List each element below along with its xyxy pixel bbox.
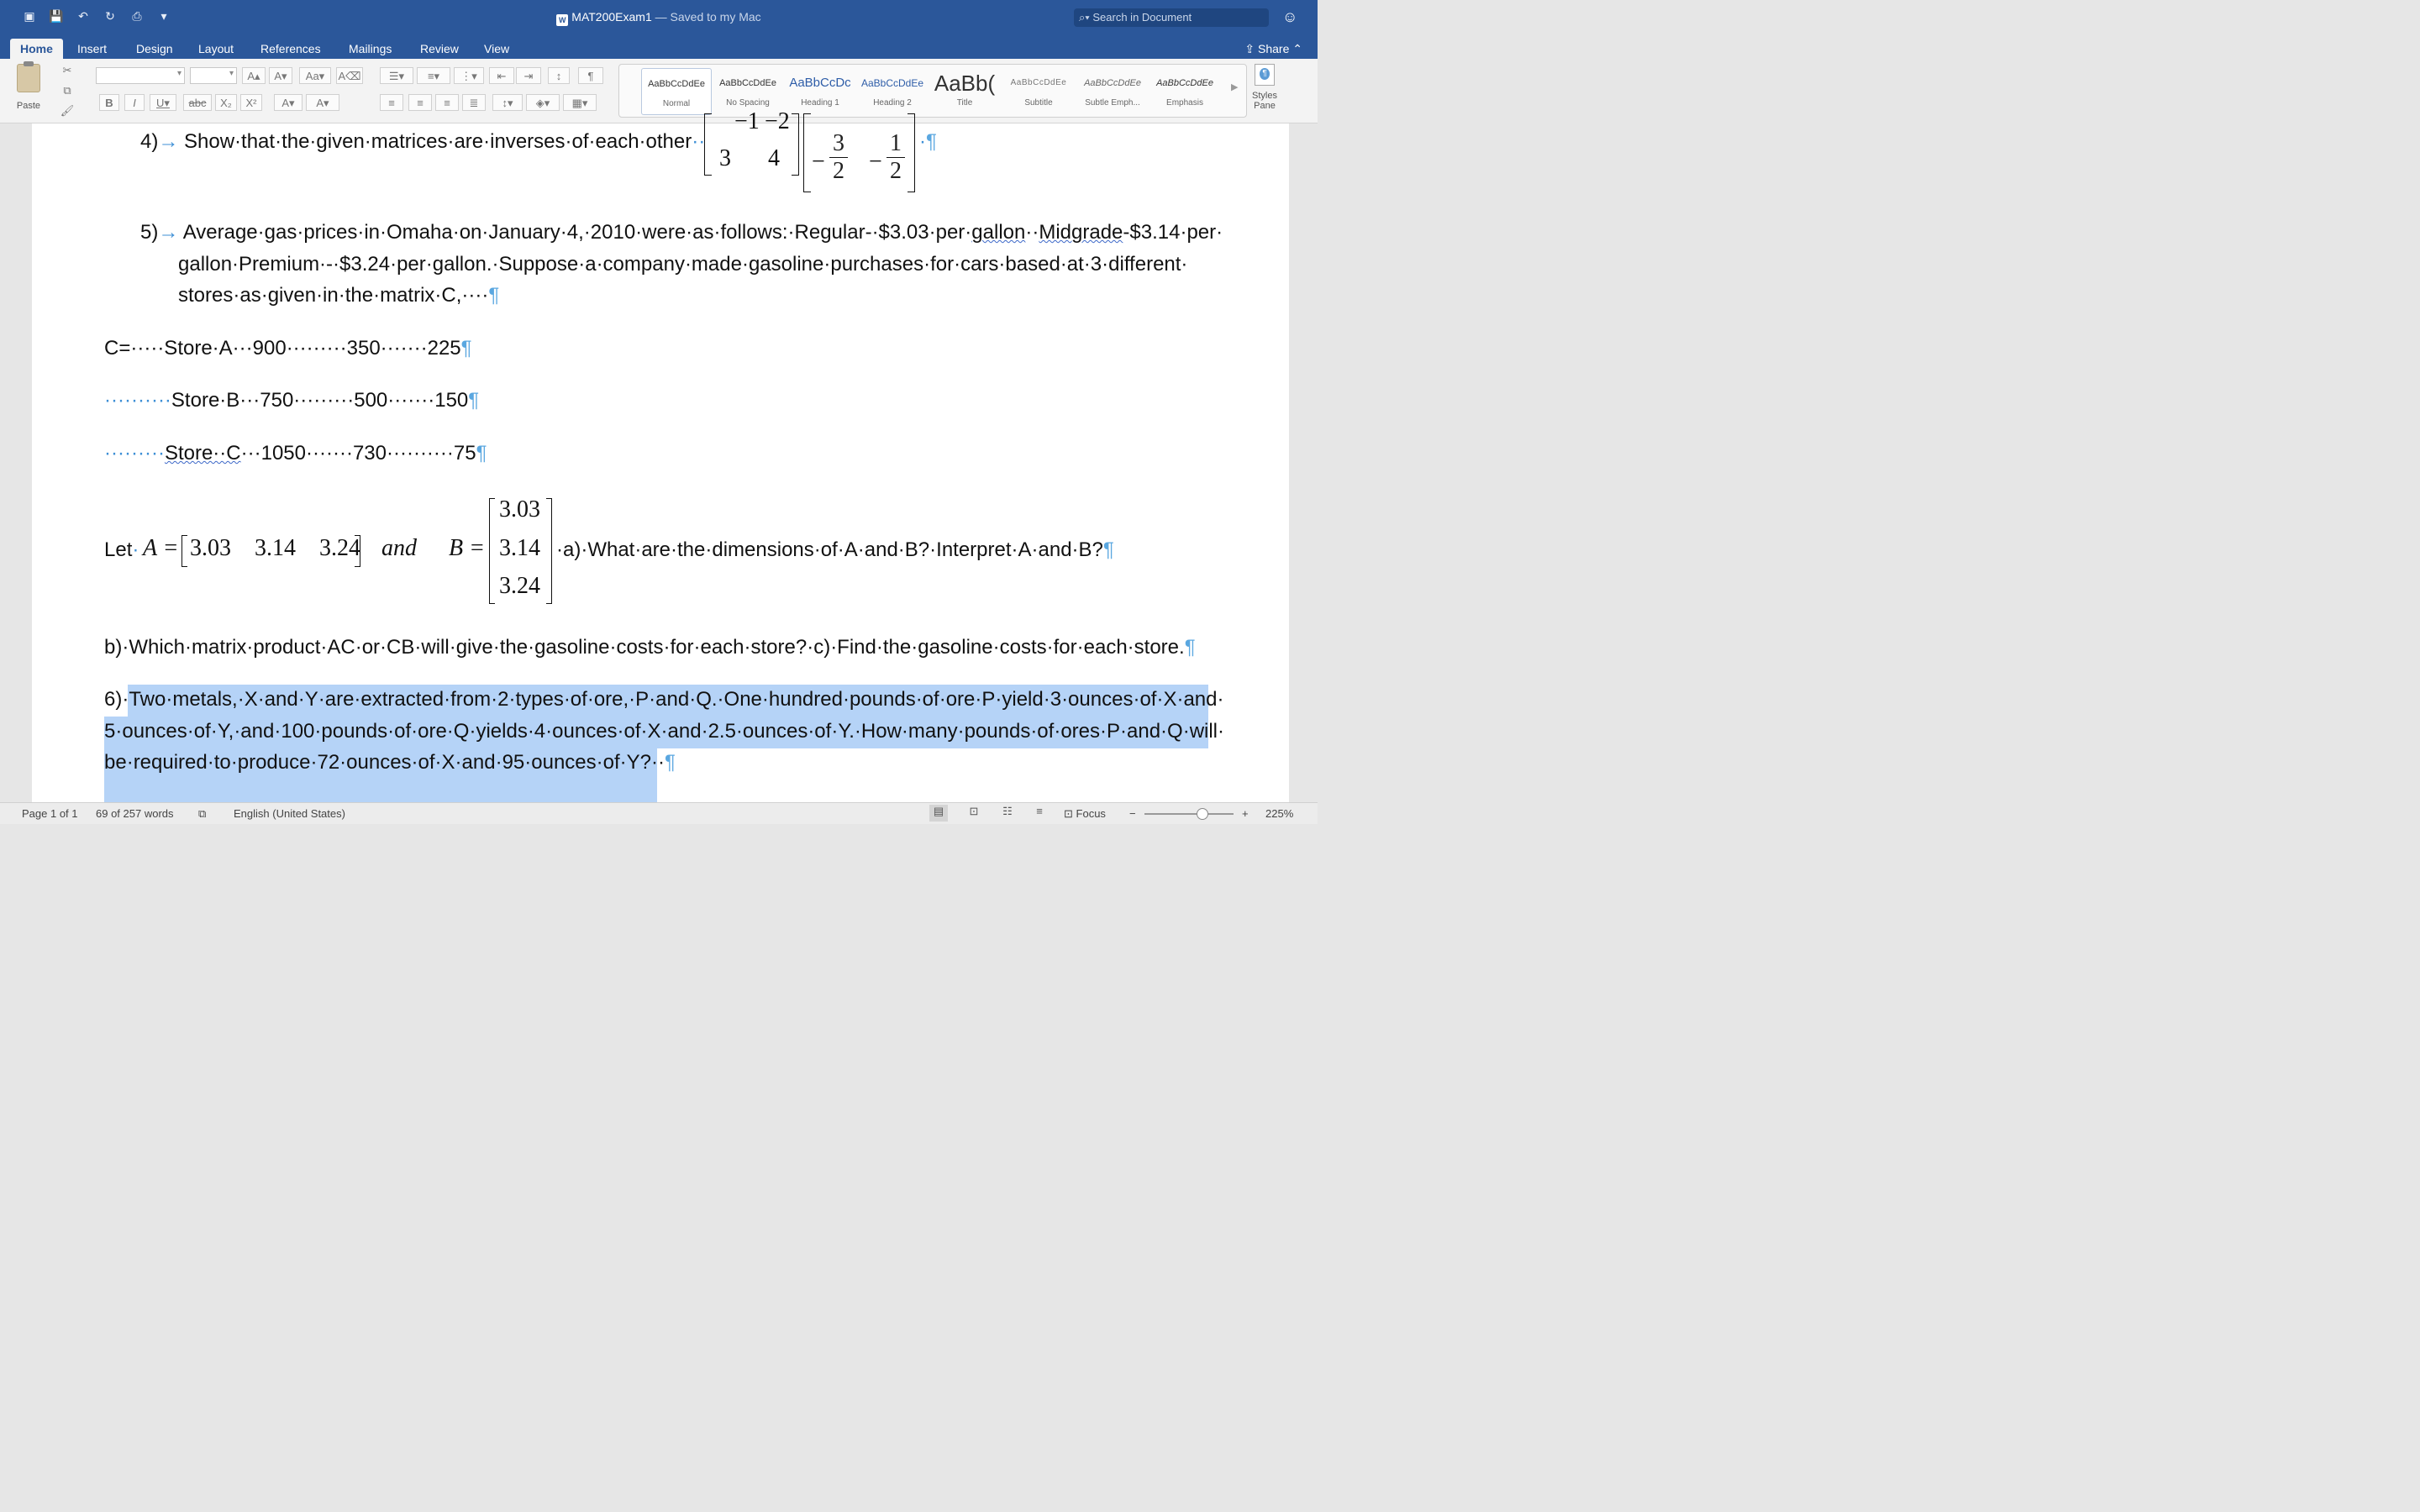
sort-icon[interactable]: ↕ — [548, 67, 570, 84]
pilcrow: ¶ — [468, 389, 480, 412]
matrix-c-row-2 — [104, 389, 479, 412]
style-name: No Spacing — [726, 98, 770, 108]
q5-line-2: gallon·Premium·-·$3.24·per·gallon.·Suppose·a·company·made·gasoline·purchases·for·cars·based·at·3·different· — [178, 253, 1188, 276]
increase-indent-icon[interactable]: ⇥ — [516, 67, 541, 84]
tab-review[interactable]: Review — [420, 42, 459, 55]
change-case-icon[interactable]: Aa▾ — [299, 67, 331, 84]
saved-status: — Saved to my Mac — [655, 10, 761, 24]
q5-line-3 — [178, 284, 499, 307]
matrix-b-cell: 3.14 — [499, 535, 540, 561]
font-color-button[interactable]: A▾ — [306, 94, 339, 111]
style-preview: AaBbCcDdEe — [860, 77, 924, 89]
line-spacing-icon[interactable]: ↕▾ — [492, 94, 523, 111]
redo-icon[interactable]: ↻ — [105, 8, 115, 23]
style-preview: AaBbCcDdEe — [1010, 78, 1067, 87]
q6-line-3 — [104, 751, 676, 774]
zoom-out-icon[interactable]: − — [1129, 807, 1136, 820]
style-heading-1[interactable] — [786, 68, 855, 113]
matrix-c-row-3 — [104, 442, 487, 465]
zoom-slider-handle[interactable] — [1197, 808, 1208, 820]
bullets-icon[interactable]: ☰▾ — [380, 67, 413, 84]
denominator: 2 — [833, 158, 844, 184]
styles-pane-icon — [1255, 64, 1275, 86]
style-emphasis[interactable] — [1150, 68, 1219, 113]
part-a-text: ·a)·What·are·the·dimensions·of·A·and·B?·Interpret·A·and·B? — [556, 538, 1103, 561]
pilcrow: ¶ — [460, 337, 472, 360]
word-count[interactable]: 69 of 257 words — [96, 807, 174, 820]
numerator: 3 — [833, 130, 844, 156]
save-icon[interactable]: 💾 — [49, 8, 64, 23]
style-title[interactable] — [930, 68, 999, 113]
align-center-icon[interactable]: ≡ — [408, 94, 432, 111]
matrix2-fraction — [884, 130, 908, 185]
doc-name: MAT200Exam1 — [571, 10, 652, 24]
style-preview: AaBbCcDdEe — [1084, 78, 1141, 88]
font-family-select[interactable] — [96, 67, 185, 84]
matrix1-cell: −1 — [734, 108, 760, 134]
pilcrow: ¶ — [926, 130, 937, 153]
q5-number: 5) — [140, 221, 159, 244]
style-subtle-emphasis[interactable] — [1078, 68, 1147, 113]
styles-pane-button[interactable] — [1249, 64, 1281, 111]
pilcrow: ¶ — [665, 751, 676, 774]
title-bar — [0, 0, 1318, 35]
q5-text: stores·as·given·in·the·matrix·C,···· — [178, 284, 489, 307]
search-input[interactable] — [1074, 8, 1269, 27]
row-leader: ········· — [104, 442, 165, 465]
focus-label: Focus — [1076, 807, 1106, 820]
cut-icon[interactable]: ✂ — [62, 64, 72, 76]
style-name: Subtitle — [1024, 98, 1053, 108]
matrix-b-right-bracket — [546, 498, 552, 604]
row-text-flagged: Store··C — [164, 442, 241, 465]
page-count[interactable]: Page 1 of 1 — [22, 807, 78, 820]
pilcrow: ¶ — [488, 284, 500, 307]
q5-text-flagged: Midgrade — [1039, 221, 1123, 244]
tab-home[interactable]: Home — [10, 39, 63, 59]
matrix2-minus: − — [812, 149, 825, 175]
language-indicator[interactable]: English (United States) — [234, 807, 345, 820]
q5-text: Average·gas·prices·in·Omaha·on·January·4,·2010·were·as·follows:·Regular-·$3.03·per· — [182, 221, 972, 244]
style-preview: AaBbCcDc — [789, 76, 851, 90]
format-painter-icon[interactable]: 🖌 — [60, 104, 75, 117]
matrix-c-row-1 — [104, 337, 472, 360]
style-name: Heading 2 — [873, 98, 912, 108]
print-icon[interactable]: ⎙ — [132, 8, 142, 23]
part-bc-text: b)·Which·matrix·product·AC·or·CB·will·give·the·gasoline·costs·for·each·store?·c)·Find·the·gasoline·costs·for·each·store. — [104, 636, 1185, 659]
tab-design[interactable]: Design — [136, 42, 173, 55]
zoom-in-icon[interactable]: + — [1242, 807, 1249, 820]
q6-line-2: 5·ounces·of·Y,·and·100·pounds·of·ore·Q·yields·4·ounces·of·X·and·2.5·ounces·of·Y.·How·many·pounds·of·ores·P·and·Q·will· — [104, 720, 1225, 743]
matrix-a-values: 3.03 3.14 3.24 — [190, 535, 360, 561]
search-placeholder: Search in Document — [1092, 11, 1192, 24]
clipboard-icon — [17, 64, 40, 92]
matrix-a-left-bracket — [182, 535, 187, 567]
status-bar — [0, 802, 1318, 824]
q6-text: be·required·to·produce·72·ounces·of·X·and·95·ounces·of·Y?·· — [104, 751, 665, 774]
part-a-question — [556, 538, 1114, 562]
underline-button[interactable]: U▾ — [150, 94, 176, 111]
style-name: Emphasis — [1166, 98, 1203, 108]
tab-references[interactable]: References — [260, 42, 321, 55]
ribbon-home — [0, 59, 1318, 123]
matrix-a-right-bracket — [355, 535, 360, 567]
paste-button[interactable] — [10, 64, 47, 111]
tab-arrow: → — [158, 221, 179, 244]
pilcrow: ¶ — [1184, 636, 1196, 659]
zoom-slider[interactable] — [1144, 813, 1234, 815]
style-preview: AaBbCcDdEe — [719, 78, 776, 88]
let-word: Let — [104, 538, 133, 561]
superscript-button[interactable]: X² — [240, 94, 262, 111]
focus-icon: ⊡ — [1064, 807, 1073, 820]
grow-font-icon[interactable]: A▴ — [242, 67, 266, 84]
styles-pane-label-2: Pane — [1254, 101, 1276, 111]
align-left-icon[interactable]: ≡ — [380, 94, 403, 111]
part-bc-question — [104, 636, 1196, 659]
q6-text: ·Two·metals,·X·and·Y·are·extracted·from·2·types·of·ore,·P·and·Q.·One·hundred·pounds·of·ore·P·yield·3·ounces·of·X·and· — [122, 688, 1224, 711]
styles-gallery — [618, 64, 1247, 118]
matrix-b-label: B = — [449, 535, 485, 561]
word-doc-icon: W — [556, 14, 568, 26]
undo-icon[interactable]: ↶ — [78, 8, 88, 23]
let-label: Let· — [104, 538, 139, 561]
italic-button[interactable]: I — [124, 94, 145, 111]
style-preview: AaBbCcDdEe — [648, 79, 705, 89]
subscript-button[interactable]: X₂ — [215, 94, 237, 111]
matrix1-cell: 3 — [719, 145, 731, 171]
matrix1-cell: 4 — [768, 145, 780, 171]
shading-icon[interactable]: ◈▾ — [526, 94, 560, 111]
denominator: 2 — [890, 158, 902, 184]
collapse-ribbon-icon[interactable]: ⌃ — [1292, 42, 1302, 55]
show-formatting-marks-icon[interactable]: ¶ — [578, 67, 603, 84]
q5-text-flagged: gallon — [971, 221, 1026, 244]
tab-arrow: → — [158, 130, 179, 153]
style-name: Subtle Emph... — [1085, 98, 1140, 108]
style-preview: AaBb( — [934, 71, 996, 96]
decrease-indent-icon[interactable]: ⇤ — [489, 67, 514, 84]
styles-pane-label: Styles — [1252, 91, 1277, 101]
matrix-a-label: A = — [143, 535, 179, 561]
style-normal[interactable] — [641, 68, 712, 115]
pilcrow: ¶ — [476, 442, 487, 465]
document-page[interactable] — [32, 108, 1289, 802]
matrix-b-left-bracket — [489, 498, 495, 604]
style-name: Heading 1 — [801, 98, 839, 108]
row-text: Store·B···750·········500·······150 — [171, 389, 469, 412]
customize-toolbar-icon[interactable]: ▾ — [160, 8, 167, 23]
matrix-b-cell: 3.03 — [499, 496, 540, 522]
q4-line: 4)→ Show·that·the·given·matrices·are·inverses·of·each·other·· — [140, 130, 706, 153]
tab-view[interactable]: View — [484, 42, 510, 55]
print-layout-icon[interactable]: ▤ — [929, 805, 948, 822]
multilevel-list-icon[interactable]: ⋮▾ — [454, 67, 484, 84]
web-layout-icon[interactable]: ⊡ — [969, 805, 979, 817]
q4-text: Show·that·the·given·matrices·are·inverses·of·each·other — [184, 130, 692, 153]
style-name: Title — [956, 98, 973, 108]
share-button[interactable] — [1244, 39, 1302, 59]
ribbon-tab-bar — [0, 35, 1318, 59]
row-text: ···1050·······730··········75 — [240, 442, 476, 465]
row-leader: ·········· — [104, 389, 171, 412]
share-label: Share — [1258, 42, 1290, 55]
matrix1-left-bracket — [704, 113, 712, 176]
shrink-font-icon[interactable]: A▾ — [269, 67, 292, 84]
q5-line-1 — [140, 221, 1223, 244]
matrix2-fraction — [827, 130, 850, 185]
matrix2-minus: − — [869, 149, 882, 175]
matrix-b-cell: 3.24 — [499, 573, 540, 599]
bold-button[interactable]: B — [99, 94, 119, 111]
sidebar-toggle-icon[interactable]: ▣ — [24, 8, 35, 23]
gallery-more-icon[interactable]: ▶ — [1231, 82, 1239, 92]
style-preview: AaBbCcDdEe — [1156, 78, 1213, 88]
share-icon: ⇪ — [1244, 42, 1255, 55]
matrix2-right-bracket — [908, 113, 915, 192]
matrix1-cell: −2 — [765, 108, 790, 134]
style-no-spacing[interactable] — [713, 68, 782, 113]
feedback-smiley-icon[interactable]: ☺ — [1282, 8, 1298, 25]
paste-label: Paste — [16, 101, 41, 111]
and-word: and — [381, 535, 417, 561]
tab-insert[interactable]: Insert — [77, 42, 108, 55]
focus-button[interactable] — [1064, 807, 1106, 821]
matrix2-left-bracket — [803, 113, 811, 192]
style-heading-2[interactable] — [858, 68, 927, 113]
q6-line-1 — [104, 688, 1223, 711]
search-icon: ⌕▾ — [1079, 11, 1090, 24]
matrix1-right-bracket — [792, 113, 799, 176]
strikethrough-button[interactable]: abc — [183, 94, 212, 111]
zoom-level[interactable]: 225% — [1265, 807, 1294, 820]
align-right-icon[interactable]: ≡ — [435, 94, 459, 111]
outline-view-icon[interactable]: ☷ — [1002, 805, 1013, 817]
q4-end-mark: ·¶ — [919, 130, 937, 153]
clear-formatting-icon[interactable]: A⌫ — [336, 67, 363, 84]
justify-icon[interactable]: ≣ — [462, 94, 486, 111]
borders-icon[interactable]: ▦▾ — [563, 94, 597, 111]
q6-number: 6) — [104, 688, 123, 711]
font-size-select[interactable] — [190, 67, 237, 84]
proofing-icon[interactable]: ⧉ — [198, 807, 207, 820]
copy-icon[interactable]: ⧉ — [63, 84, 71, 97]
style-subtitle[interactable] — [1004, 68, 1073, 113]
q5-text: -$3.14·per· — [1123, 221, 1223, 244]
text-effects-button[interactable]: A▾ — [274, 94, 302, 111]
numbering-icon[interactable]: ≡▾ — [417, 67, 450, 84]
q4-number: 4) — [140, 130, 159, 153]
row-text: C=·····Store·A···900·········350·······225 — [104, 337, 461, 360]
pilcrow: ¶ — [1102, 538, 1114, 561]
numerator: 1 — [890, 130, 902, 156]
draft-view-icon[interactable]: ≡ — [1036, 805, 1043, 817]
style-name: Normal — [662, 99, 691, 108]
tab-mailings[interactable]: Mailings — [349, 42, 392, 55]
tab-layout[interactable]: Layout — [198, 42, 234, 55]
q5-text: ·· — [1025, 221, 1039, 244]
